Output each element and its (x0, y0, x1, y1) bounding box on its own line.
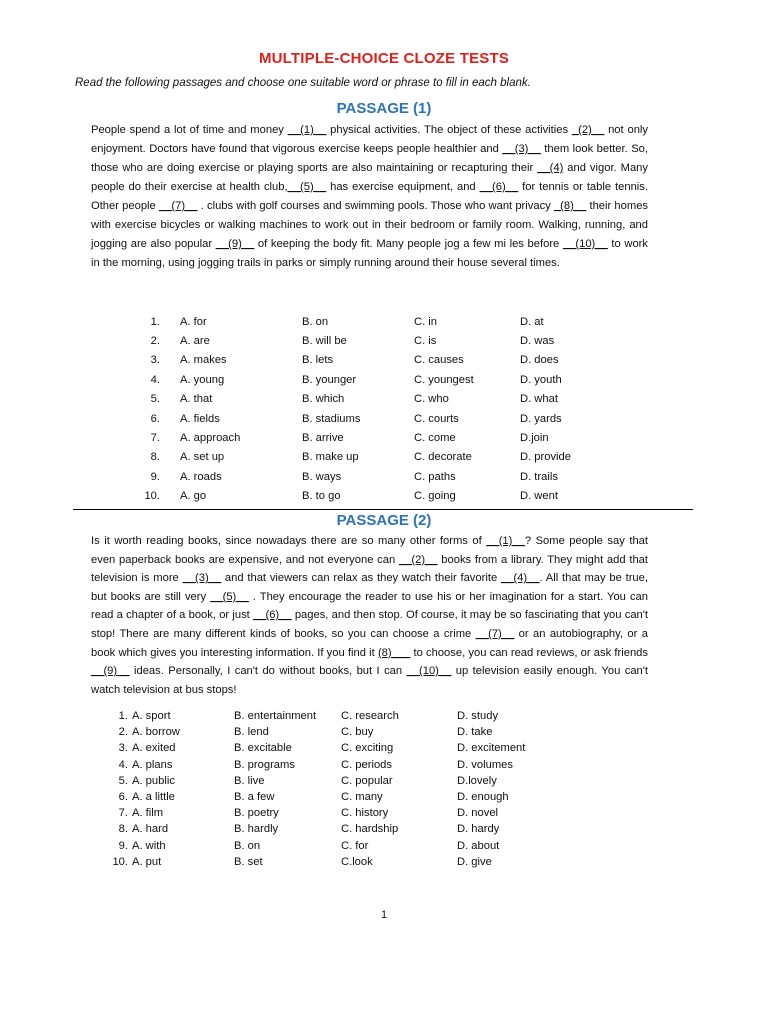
instructions: Read the following passages and choose one suitable word or phrase to fill in each blank. (75, 77, 531, 89)
question-number: 1. (150, 315, 160, 328)
option-c: C. hardship (341, 823, 399, 836)
blank: __(9)__ (215, 238, 255, 250)
blank: __(9)__ (91, 665, 130, 678)
option-b: B. a few (234, 791, 275, 804)
option-row (108, 773, 547, 789)
option-a: A. roads (180, 470, 222, 483)
option-row (108, 821, 547, 837)
option-row (116, 467, 610, 486)
option-a: A. put (132, 855, 162, 868)
question-number: 2. (118, 726, 128, 739)
passage-2-heading: PASSAGE (2) (336, 512, 432, 529)
option-c: C. who (414, 393, 449, 406)
passage-text-segment: . They encourage the reader to use his or her imagination for a start. You can read a chapter of a book, or just (91, 590, 648, 622)
question-number: 5. (118, 774, 128, 787)
blank: __(2)__ (398, 553, 438, 566)
option-row (116, 487, 610, 506)
option-d: D. study (457, 710, 499, 723)
blank: __(6)__ (479, 181, 519, 193)
option-c: C. courts (414, 412, 459, 425)
option-row (116, 312, 610, 331)
option-row (108, 805, 547, 821)
passage-text-segment: them look better. So, those who are doing exercise or playing sports are also maintaining or recapturing their (91, 143, 648, 174)
blank: (8)___ (377, 646, 411, 659)
option-b: B. poetry (234, 807, 279, 820)
spacer (160, 409, 180, 428)
option-d: D. enough (457, 791, 509, 804)
passage-text-segment: has exercise equipment, and (326, 181, 480, 193)
option-b: B. set (234, 855, 263, 868)
option-d: D. volumes (457, 758, 513, 771)
option-a: A. borrow (132, 726, 180, 739)
option-d: D. hardy (457, 823, 500, 836)
option-row (108, 757, 547, 773)
option-d: D. excitement (457, 742, 526, 755)
blank: _(2)__ (571, 124, 605, 136)
passage-1-heading: PASSAGE (1) (336, 100, 432, 117)
option-row (108, 838, 547, 854)
option-c: C. in (414, 315, 438, 328)
question-number: 6. (150, 412, 160, 425)
option-d: D. take (457, 726, 493, 739)
option-d: D. novel (457, 807, 499, 820)
spacer (160, 467, 180, 486)
option-a: A. film (132, 807, 164, 820)
option-a: A. makes (180, 354, 227, 367)
option-b: B. entertainment (234, 710, 317, 723)
passage-text-segment: their homes with exercise bicycles or walking machines to work out in their bedroom or family room. Walking, running, and jogging are also popular (91, 200, 649, 250)
option-b: B. live (234, 774, 265, 787)
passage-text-segment: up television easily enough. You can't watch television at bus stops! (91, 665, 649, 696)
option-a: A. approach (180, 432, 241, 445)
passage-text-segment: . clubs with golf courses and swimming pools. Those who want privacy (197, 200, 554, 212)
option-c: C. decorate (414, 451, 472, 464)
option-row (116, 331, 610, 350)
passage-text-segment: People spend a lot of time and money (91, 124, 288, 136)
option-d: D. went (520, 490, 558, 503)
passage-text-segment: . All that may be true, but books are still very (91, 572, 648, 603)
option-c: C. going (414, 490, 456, 503)
blank: __(4)__ (500, 572, 540, 585)
option-b: B. will be (302, 335, 347, 348)
blank: _(8)__ (553, 200, 587, 212)
question-number: 6. (118, 791, 128, 804)
question-number: 9. (118, 839, 128, 852)
passage-text-segment: ideas. Personally, I can't do without books, but I can (129, 665, 407, 678)
question-number: 5. (150, 393, 160, 406)
passage-text-segment: ? Some people say that even paperback books are expensive, and not everyone can (91, 535, 648, 566)
spacer (160, 428, 180, 447)
question-number: 4. (118, 758, 128, 771)
option-a: A. are (180, 335, 210, 348)
blank: __(7)__ (158, 200, 198, 212)
option-b: B. younger (302, 373, 357, 386)
passage-text-segment: and that viewers can relax as they watch their favorite (221, 572, 501, 585)
spacer (160, 487, 180, 506)
option-c: C. paths (414, 470, 456, 483)
option-row (108, 724, 547, 740)
option-c: C. exciting (341, 742, 394, 755)
blank: __(3)__ (182, 572, 222, 585)
option-b: B. arrive (302, 432, 344, 445)
passage-text-segment: and vigor. Many people do their exercise at health club, (91, 162, 648, 193)
option-d: D. give (457, 855, 492, 868)
option-row (108, 740, 547, 756)
option-b: B. which (302, 393, 345, 406)
question-number: 10. (112, 855, 128, 868)
option-b: B. lend (234, 726, 269, 739)
passage-1-options (116, 312, 610, 506)
option-d: D. was (520, 335, 555, 348)
option-row (108, 854, 547, 870)
option-c: C. come (414, 432, 456, 445)
option-row (108, 789, 547, 805)
option-b: B. stadiums (302, 412, 361, 425)
passage-text-segment: Is it worth reading books, since nowadays there are so many other forms of (91, 535, 487, 547)
option-row (116, 351, 610, 370)
option-b: B. excitable (234, 742, 292, 755)
passage-text-segment: to choose, you can read reviews, or ask friends (410, 646, 648, 659)
option-b: B. lets (302, 354, 334, 367)
option-b: B. make up (302, 451, 359, 464)
question-number: 3. (150, 354, 160, 367)
passage-2-options (108, 708, 547, 870)
blank: __(5)__ (210, 590, 249, 603)
option-d: D. yards (520, 412, 562, 425)
spacer (160, 448, 180, 467)
option-c: C. periods (341, 758, 392, 771)
question-number: 10. (144, 490, 160, 503)
passage-2-text (91, 532, 648, 699)
question-number: 8. (150, 451, 160, 464)
passage-text-segment: to work in the morning, using jogging trails in parks or simply running around their house several times. (91, 238, 648, 269)
option-b: B. ways (302, 470, 342, 483)
option-d: D. at (520, 315, 544, 328)
option-c: C. many (341, 791, 383, 804)
spacer (160, 370, 180, 389)
option-d: D. youth (520, 373, 562, 386)
option-b: B. on (302, 315, 329, 328)
option-a: A. plans (132, 758, 173, 771)
option-c: C. for (341, 839, 369, 852)
blank: __(3)__ (502, 143, 541, 155)
option-a: A. sport (132, 710, 171, 723)
option-row (108, 708, 547, 724)
passage-text-segment: for tennis or table tennis. Other people (91, 181, 648, 212)
option-a: A. for (180, 315, 207, 328)
spacer (160, 351, 180, 370)
blank: __(4) (537, 162, 564, 174)
option-a: A. public (132, 774, 175, 787)
option-d: D. does (520, 354, 559, 367)
option-a: A. fields (180, 412, 220, 425)
page-title: MULTIPLE-CHOICE CLOZE TESTS (258, 50, 510, 67)
option-row (116, 409, 610, 428)
option-row (116, 370, 610, 389)
question-number: 7. (118, 807, 128, 820)
blank: __(10)__ (562, 238, 608, 250)
option-a: A. set up (180, 451, 225, 464)
option-c: C. causes (414, 354, 464, 367)
question-number: 9. (150, 470, 160, 483)
option-row (116, 428, 610, 447)
spacer (160, 312, 180, 331)
blank: __(1)__ (287, 124, 327, 136)
option-c: C. buy (341, 726, 374, 739)
question-number: 2. (150, 335, 160, 348)
option-c: C. research (341, 710, 399, 723)
option-d: D.join (520, 432, 549, 445)
option-d: D. trails (520, 470, 558, 483)
spacer (160, 390, 180, 409)
blank: __(5)__ (287, 181, 327, 193)
passage-text-segment: physical activities. The object of these activities (326, 124, 572, 136)
option-b: B. to go (302, 490, 341, 503)
question-number: 4. (150, 373, 160, 386)
passage-text-segment: of keeping the body fit. Many people jog a few mi les before (254, 238, 563, 250)
option-c: C. history (341, 807, 389, 820)
passage-text-segment: pages, and then stop. Of course, it may be so fascinating that you can't stop! There are many different kinds of books, so you can choose a crime (91, 609, 649, 640)
option-a: A. go (180, 490, 207, 503)
passage-text-segment: not only enjoyment. Doctors have found that vigorous exercise keeps people healthier and (91, 124, 648, 155)
page-number: 1 (380, 909, 388, 921)
option-a: A. exited (132, 742, 176, 755)
option-b: B. hardly (234, 823, 279, 836)
option-a: A. that (180, 393, 213, 406)
option-b: B. on (234, 839, 261, 852)
blank: __(6)__ (253, 609, 292, 622)
option-c: C.look (341, 855, 373, 868)
question-number: 8. (118, 823, 128, 836)
section-divider (73, 509, 693, 510)
option-b: B. programs (234, 758, 295, 771)
option-d: D. about (457, 839, 500, 852)
passage-text-segment: books from a library. They might add that television is more (91, 553, 649, 585)
spacer (160, 331, 180, 350)
question-number: 1. (118, 710, 128, 723)
blank: __(7)__ (475, 627, 515, 640)
option-d: D. what (520, 393, 558, 406)
option-c: C. youngest (414, 373, 474, 386)
question-number: 7. (150, 432, 160, 445)
option-c: C. is (414, 335, 437, 348)
option-a: A. hard (132, 823, 169, 836)
passage-1-text (91, 121, 648, 273)
option-row (116, 390, 610, 409)
option-c: C. popular (341, 774, 393, 787)
blank: __(1)__ (486, 535, 525, 547)
blank: __(10)__ (406, 665, 452, 678)
option-a: A. young (180, 373, 225, 386)
option-row (116, 448, 610, 467)
option-a: A. a little (132, 791, 175, 804)
question-number: 3. (118, 742, 128, 755)
option-d: D. provide (520, 451, 571, 464)
passage-text-segment: or an autobiography, or a book which gives you interesting information. If you find it (91, 627, 648, 659)
option-d: D.lovely (457, 774, 497, 787)
option-a: A. with (132, 839, 166, 852)
